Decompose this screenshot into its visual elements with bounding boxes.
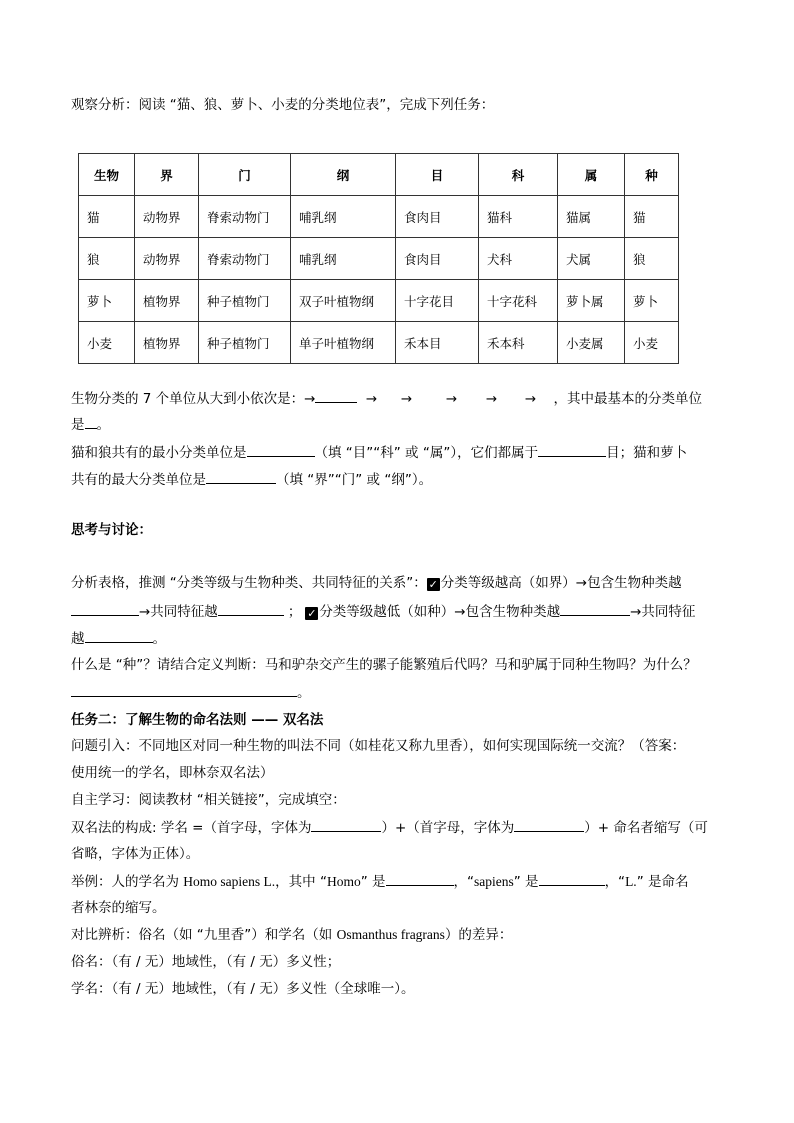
table-cell: 萝卜属 bbox=[558, 280, 625, 322]
question-text: 生物分类的 7 个单位从大到小依次是：→ bbox=[71, 391, 316, 407]
answer-blank[interactable] bbox=[386, 871, 454, 886]
table-row bbox=[79, 238, 679, 280]
table-cell: 猫 bbox=[79, 196, 135, 238]
question-species: 什么是 “种”？请结合定义判断：马和驴杂交产生的骡子能繁殖后代吗？马和驴属于同种生物吗？为什么？ bbox=[71, 657, 697, 673]
answer-blank[interactable] bbox=[514, 817, 584, 832]
question-relationship-line2 bbox=[71, 601, 695, 622]
question-units-order-line2 bbox=[71, 414, 110, 435]
question-example bbox=[71, 871, 688, 892]
table-header-cell: 门 bbox=[199, 154, 291, 196]
table-cell: 萝卜 bbox=[625, 280, 679, 322]
table-header-cell: 生物 bbox=[79, 154, 135, 196]
answer-blank[interactable] bbox=[85, 414, 97, 429]
question-text: ，其中 “ bbox=[275, 874, 327, 890]
question-text: 分类等级越高（如界）→包含生物种类越 bbox=[440, 575, 682, 591]
latin-name: L. bbox=[625, 874, 637, 889]
table-header-cell: 目 bbox=[396, 154, 479, 196]
table-cell: 犬科 bbox=[479, 238, 558, 280]
table-cell: 犬属 bbox=[558, 238, 625, 280]
table-cell: 小麦 bbox=[79, 322, 135, 364]
latin-name: sapiens bbox=[474, 874, 514, 889]
question-text: 越 bbox=[71, 631, 85, 647]
latin-name: Homo sapiens L. bbox=[183, 874, 276, 889]
scientific-name-row: 学名：（有 / 无）地域性，（有 / 无）多义性（全球唯一）。 bbox=[71, 981, 415, 997]
table-cell: 动物界 bbox=[135, 196, 199, 238]
table-cell: 植物界 bbox=[135, 280, 199, 322]
table-cell: 十字花目 bbox=[396, 280, 479, 322]
table-cell: 禾本目 bbox=[396, 322, 479, 364]
table-cell: 单子叶植物纲 bbox=[291, 322, 396, 364]
question-text: →共同特征 bbox=[630, 604, 696, 620]
self-study-text: 自主学习：阅读教材 “相关链接”，完成填空： bbox=[71, 792, 346, 808]
table-cell: 禾本科 bbox=[479, 322, 558, 364]
arrow-symbol: → bbox=[445, 391, 458, 407]
table-cell: 动物界 bbox=[135, 238, 199, 280]
discuss-heading: 思考与讨论： bbox=[71, 522, 152, 538]
question-compare bbox=[71, 925, 512, 945]
question-shared-unit-line2 bbox=[71, 469, 432, 490]
table-cell: 小麦 bbox=[625, 322, 679, 364]
table-cell: 狼 bbox=[79, 238, 135, 280]
answer-blank[interactable] bbox=[247, 442, 315, 457]
common-name-row: 俗名：（有 / 无）地域性，（有 / 无）多义性； bbox=[71, 954, 341, 970]
question-text: 。 bbox=[152, 631, 166, 647]
arrow-symbol: → bbox=[485, 391, 498, 407]
question-shared-unit bbox=[71, 442, 687, 463]
table-cell: 哺乳纲 bbox=[291, 238, 396, 280]
question-text: ）+（首字母，字体为 bbox=[381, 820, 515, 836]
question-intro: 问题引入：不同地区对同一种生物的叫法不同（如桂花又称九里香），如何实现国际统一交流？（答案： bbox=[71, 738, 686, 754]
answer-blank[interactable] bbox=[71, 601, 139, 616]
question-units-order bbox=[71, 388, 702, 409]
table-cell: 哺乳纲 bbox=[291, 196, 396, 238]
question-text: ； bbox=[287, 604, 302, 620]
question-text: 分类等级越低（如种）→包含生物种类越 bbox=[319, 604, 561, 620]
table-cell: 种子植物门 bbox=[199, 280, 291, 322]
table-cell: 脊索动物门 bbox=[199, 196, 291, 238]
answer-blank[interactable] bbox=[539, 871, 605, 886]
question-text: 双名法的构成: 学名 =（首字母，字体为 bbox=[71, 820, 312, 836]
question-text: 举例：人的学名为 bbox=[71, 874, 184, 890]
table-cell: 十字花科 bbox=[479, 280, 558, 322]
question-text: （填 “目”“科” 或 “属”），它们都属于 bbox=[314, 445, 539, 461]
question-text: 目；猫和萝卜 bbox=[606, 445, 688, 461]
question-text: 共有的最大分类单位是 bbox=[71, 472, 206, 488]
table-cell: 种子植物门 bbox=[199, 322, 291, 364]
table-cell: 狼 bbox=[625, 238, 679, 280]
question-text: ，其中最基本的分类单位 bbox=[553, 391, 702, 407]
question-relationship-line3 bbox=[71, 628, 166, 649]
question-text: 猫和狼共有的最小分类单位是 bbox=[71, 445, 247, 461]
intro-text: 观察分析：阅读 “猫、狼、萝卜、小麦的分类地位表”，完成下列任务： bbox=[71, 97, 495, 113]
table-header-cell: 科 bbox=[479, 154, 558, 196]
table-header-cell: 纲 bbox=[291, 154, 396, 196]
question-species-answer bbox=[71, 682, 311, 703]
question-text: （填 “界”“门” 或 “纲”）。 bbox=[276, 472, 433, 488]
checkbox-icon: ✓ bbox=[428, 578, 438, 591]
answer-blank[interactable] bbox=[560, 601, 630, 616]
question-text: 对比辨析：俗名（如 “九里香”）和学名（如 bbox=[71, 927, 337, 943]
arrow-symbol: → bbox=[365, 391, 378, 407]
answer-blank[interactable] bbox=[538, 442, 606, 457]
table-header-cell: 界 bbox=[135, 154, 199, 196]
latin-name: Homo bbox=[326, 874, 361, 889]
question-text: ” 是 bbox=[513, 874, 539, 890]
answer-blank[interactable] bbox=[315, 388, 357, 403]
checkbox-icon: ✓ bbox=[307, 607, 317, 620]
table-cell: 猫 bbox=[625, 196, 679, 238]
table-header-row bbox=[79, 154, 679, 196]
question-example-line2: 者林奈的缩写。 bbox=[71, 900, 166, 916]
answer-blank[interactable] bbox=[218, 601, 284, 616]
table-header-cell: 种 bbox=[625, 154, 679, 196]
question-text: ）+ 命名者缩写（可 bbox=[584, 820, 708, 836]
table-cell: 食肉目 bbox=[396, 238, 479, 280]
table-cell: 食肉目 bbox=[396, 196, 479, 238]
answer-blank[interactable] bbox=[85, 628, 153, 643]
question-text: ” 是命名 bbox=[636, 874, 689, 890]
table-row bbox=[79, 280, 679, 322]
question-text: ，“ bbox=[604, 874, 626, 890]
table-header-cell: 属 bbox=[558, 154, 625, 196]
question-text: ” 是 bbox=[360, 874, 386, 890]
question-intro-line2: 使用统一的学名，即林奈双名法） bbox=[71, 765, 274, 781]
table-cell: 猫科 bbox=[479, 196, 558, 238]
arrow-symbol: → bbox=[524, 391, 537, 407]
question-relationship bbox=[71, 573, 682, 593]
task2-heading: 任务二：了解生物的命名法则 —— 双名法 bbox=[71, 712, 324, 728]
answer-blank[interactable] bbox=[311, 817, 381, 832]
table-cell: 植物界 bbox=[135, 322, 199, 364]
latin-name: Osmanthus fragrans bbox=[336, 927, 445, 942]
table-row bbox=[79, 322, 679, 364]
question-text: 分析表格，推测 “分类等级与生物种类、共同特征的关系”： bbox=[71, 575, 427, 591]
question-text: 是 bbox=[71, 417, 85, 433]
question-binomial-line2: 省略，字体为正体）。 bbox=[71, 846, 200, 862]
table-cell: 双子叶植物纲 bbox=[291, 280, 396, 322]
table-cell: 小麦属 bbox=[558, 322, 625, 364]
table-cell: 脊索动物门 bbox=[199, 238, 291, 280]
question-text: ，“ bbox=[453, 874, 475, 890]
answer-blank[interactable] bbox=[71, 682, 297, 697]
classification-table bbox=[78, 153, 679, 364]
arrow-symbol: → bbox=[400, 391, 413, 407]
question-binomial bbox=[71, 817, 708, 838]
question-text: →共同特征越 bbox=[139, 604, 218, 620]
question-text: ）的差异： bbox=[444, 927, 513, 943]
question-text: 。 bbox=[297, 685, 311, 701]
table-cell: 萝卜 bbox=[79, 280, 135, 322]
table-row bbox=[79, 196, 679, 238]
question-text: 。 bbox=[96, 417, 110, 433]
answer-blank[interactable] bbox=[206, 469, 276, 484]
table-cell: 猫属 bbox=[558, 196, 625, 238]
